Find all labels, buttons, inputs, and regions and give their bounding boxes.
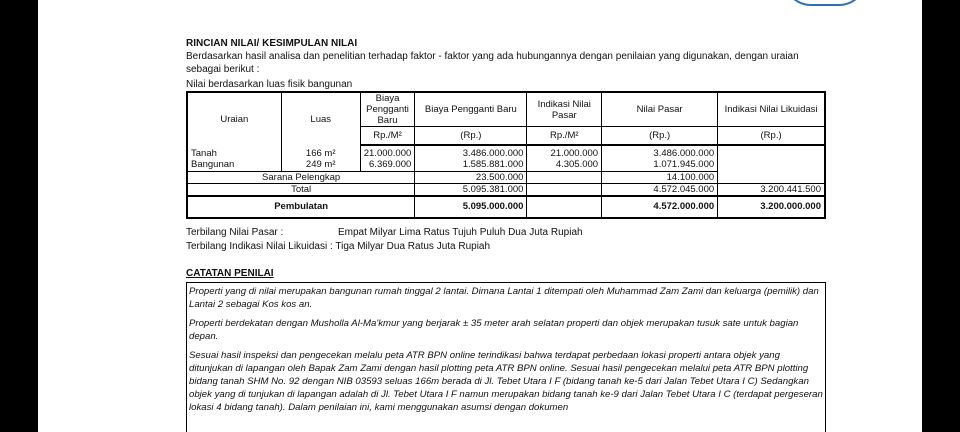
- pembulatan-label: Pembulatan: [187, 196, 415, 218]
- cell-indikasi: 21.000.000: [527, 145, 602, 159]
- pembulatan-likuidasi: 3.200.000.000: [718, 196, 825, 218]
- section-title: RINCIAN NILAI/ KESIMPULAN NILAI: [186, 38, 358, 49]
- cell-uraian: Tanah: [187, 145, 281, 159]
- unit-nilai-pasar: (Rp.): [602, 127, 718, 146]
- catatan-paragraph: Properti berdekatan dengan Musholla Al-Ma'kmur yang berjarak ± 35 meter arah selatan properti dan objek merupakan tusuk sate untuk bagian depan.: [189, 317, 799, 342]
- cell-indikasi: 4.305.000: [527, 159, 602, 171]
- header-biaya-total: Biaya Pengganti Baru: [415, 92, 527, 127]
- terbilang-pasar-value: Empat Milyar Lima Ratus Tujuh Puluh Dua Juta Rupiah: [338, 226, 583, 238]
- header-likuidasi: Indikasi Nilai Likuidasi: [718, 92, 825, 127]
- catatan-box: [186, 282, 826, 432]
- catatan-paragraph: Sesuai hasil inspeksi dan pengecekan melalu peta ATR BPN online terindikasi bahwa terdapat perbedaan lokasi properti antara objek yang ditunjukan di lapangan oleh Bapak Zam Zami dengan hasil plotting peta ATR BPN online. Sesuai hasil pengecekan melalui peta ATR BPN plotting bidang tanah SHM No. 92 dengan NIB 03593 seluas 166m berada di Jl. Tebet Utara I F (bidang tanah ke-5 dari Jalan Tebet Utara I C) Sedangkan objek yang di tunjukan di lapangan adalah di Jl. Tebet Utara I F namun merupakan bidang tanah ke-9 dari Jalan Tebet Utara I C (terdapat pergeseran lokasi 4 bidang tanah). Dalam penilaian ini, kami menggunakan asumsi dengan dokumen: [189, 349, 823, 413]
- pembulatan-nilai-pasar: 4.572.000.000: [602, 196, 718, 218]
- terbilang-likuidasi-label: Terbilang Indikasi Nilai Likuidasi :: [186, 240, 333, 252]
- total-row: [187, 183, 825, 196]
- terbilang-block: [186, 226, 826, 254]
- terbilang-likuidasi-value: Tiga Milyar Dua Ratus Juta Rupiah: [335, 240, 491, 252]
- sarana-biaya-total: 23.500.000: [415, 171, 527, 183]
- unit-indikasi: Rp./M²: [527, 127, 602, 146]
- header-uraian: Uraian: [187, 92, 281, 145]
- catatan-paragraph: Properti yang di nilai merupakan bangunan rumah tinggal 2 lantai. Dimana Lantai 1 ditempati oleh Muhammad Zam Zami dan keluarga (pemilik) dan Lantai 2 sebagai Kos kos an.: [189, 285, 819, 310]
- valuation-table: [186, 91, 826, 219]
- total-nilai-pasar: 4.572.045.000: [602, 183, 718, 196]
- terbilang-pasar-label: Terbilang Nilai Pasar :: [186, 226, 284, 238]
- unit-biaya: Rp./M²: [360, 127, 415, 146]
- pembulatan-row: [187, 196, 825, 218]
- unit-biaya-total: (Rp.): [415, 127, 527, 146]
- logo-arc-icon: [783, 0, 867, 6]
- pembulatan-indikasi-empty: [527, 196, 602, 218]
- sarana-label: Sarana Pelengkap: [187, 171, 415, 183]
- header-row: [187, 92, 825, 127]
- total-biaya-total: 5.095.381.000: [415, 183, 527, 196]
- sarana-indikasi-empty: [527, 171, 602, 183]
- total-label: Total: [187, 183, 415, 196]
- cell-likuidasi-empty: [718, 145, 825, 183]
- cell-luas: 166 m²: [281, 145, 360, 159]
- report-content: [186, 38, 826, 432]
- cell-biaya-total: 1.585.881.000: [415, 159, 527, 171]
- document-page: [38, 0, 922, 432]
- pembulatan-biaya-total: 5.095.000.000: [415, 196, 527, 218]
- cell-nilai-pasar: 1.071.945.000: [602, 159, 718, 171]
- total-likuidasi: 3.200.441.500: [718, 183, 825, 196]
- cell-biaya: 6.369.000: [360, 159, 415, 171]
- intro-text: Berdasarkan hasil analisa dan penelitian terhadap faktor - faktor yang ada hubungannya dengan penilaian yang digunakan, dengan uraian sebagai berikut :: [186, 51, 799, 75]
- cell-luas: 249 m²: [281, 159, 360, 171]
- cell-uraian: Bangunan: [187, 159, 281, 171]
- cell-biaya: 21.000.000: [360, 145, 415, 159]
- sarana-nilai-pasar: 14.100.000: [602, 171, 718, 183]
- table-subtitle: Nilai berdasarkan luas fisik bangunan: [186, 79, 353, 90]
- header-biaya: Biaya Pengganti Baru: [360, 92, 415, 127]
- table-row: [187, 145, 825, 159]
- unit-likuidasi: (Rp.): [718, 127, 825, 146]
- cell-biaya-total: 3.486.000.000: [415, 145, 527, 159]
- header-nilai-pasar: Nilai Pasar: [602, 92, 718, 127]
- total-indikasi-empty: [527, 183, 602, 196]
- header-luas: Luas: [281, 92, 360, 145]
- header-indikasi: Indikasi Nilai Pasar: [527, 92, 602, 127]
- catatan-title: CATATAN PENILAI: [186, 267, 274, 279]
- cell-nilai-pasar: 3.486.000.000: [602, 145, 718, 159]
